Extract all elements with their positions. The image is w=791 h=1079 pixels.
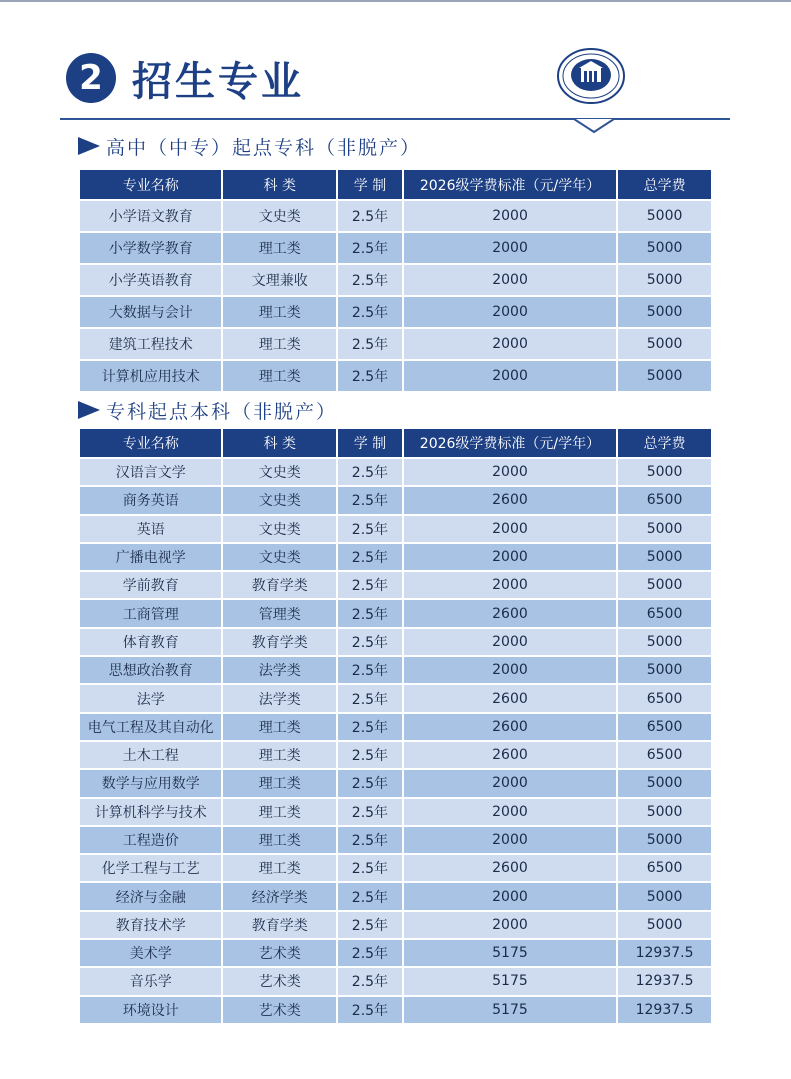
table-row	[80, 600, 711, 626]
table-row	[80, 572, 711, 598]
section1-heading	[78, 133, 421, 159]
table-row	[80, 297, 711, 327]
category-cell: 理工类	[223, 742, 336, 768]
duration-cell: 2.5年	[338, 265, 402, 295]
column-header: 科 类	[223, 429, 336, 457]
annual-fee-cell: 2000	[404, 827, 616, 853]
major-name-cell: 商务英语	[80, 487, 221, 513]
annual-fee-cell: 2600	[404, 685, 616, 711]
duration-cell: 2.5年	[338, 883, 402, 909]
category-cell: 艺术类	[223, 997, 336, 1023]
column-header: 总学费	[618, 429, 711, 457]
column-header: 学 制	[338, 170, 402, 199]
annual-fee-cell: 2000	[404, 912, 616, 938]
major-name-cell: 建筑工程技术	[80, 329, 221, 359]
category-cell: 理工类	[223, 233, 336, 263]
table-row	[80, 233, 711, 263]
annual-fee-cell: 2600	[404, 714, 616, 740]
table-row	[80, 799, 711, 825]
annual-fee-cell: 2000	[404, 233, 616, 263]
table-row	[80, 997, 711, 1023]
major-name-cell: 计算机应用技术	[80, 361, 221, 391]
category-cell: 文史类	[223, 201, 336, 231]
university-seal-logo	[556, 48, 626, 104]
total-fee-cell: 6500	[618, 714, 711, 740]
major-name-cell: 教育技术学	[80, 912, 221, 938]
table-row	[80, 487, 711, 513]
table-row	[80, 685, 711, 711]
annual-fee-cell: 2000	[404, 883, 616, 909]
duration-cell: 2.5年	[338, 855, 402, 881]
column-header: 2026级学费标准（元/学年）	[404, 170, 616, 199]
annual-fee-cell: 5175	[404, 997, 616, 1023]
duration-cell: 2.5年	[338, 487, 402, 513]
major-name-cell: 美术学	[80, 940, 221, 966]
duration-cell: 2.5年	[338, 516, 402, 542]
major-name-cell: 体育教育	[80, 629, 221, 655]
annual-fee-cell: 2000	[404, 459, 616, 485]
major-name-cell: 小学数学教育	[80, 233, 221, 263]
category-cell: 理工类	[223, 329, 336, 359]
section2-heading	[78, 397, 337, 423]
duration-cell: 2.5年	[338, 912, 402, 938]
annual-fee-cell: 2600	[404, 600, 616, 626]
duration-cell: 2.5年	[338, 770, 402, 796]
duration-cell: 2.5年	[338, 997, 402, 1023]
annual-fee-cell: 2000	[404, 657, 616, 683]
duration-cell: 2.5年	[338, 297, 402, 327]
major-name-cell: 音乐学	[80, 968, 221, 994]
category-cell: 教育学类	[223, 912, 336, 938]
total-fee-cell: 5000	[618, 361, 711, 391]
annual-fee-cell: 2000	[404, 361, 616, 391]
category-cell: 教育学类	[223, 572, 336, 598]
duration-cell: 2.5年	[338, 968, 402, 994]
category-cell: 教育学类	[223, 629, 336, 655]
annual-fee-cell: 5175	[404, 940, 616, 966]
major-name-cell: 电气工程及其自动化	[80, 714, 221, 740]
category-cell: 文史类	[223, 459, 336, 485]
annual-fee-cell: 2000	[404, 265, 616, 295]
annual-fee-cell: 2000	[404, 629, 616, 655]
total-fee-cell: 12937.5	[618, 940, 711, 966]
category-cell: 艺术类	[223, 968, 336, 994]
section-number-badge: 2	[66, 53, 116, 103]
category-cell: 法学类	[223, 657, 336, 683]
section1-title: 高中（中专）起点专科（非脱产）	[106, 136, 422, 159]
major-name-cell: 环境设计	[80, 997, 221, 1023]
major-name-cell: 广播电视学	[80, 544, 221, 570]
table-row	[80, 629, 711, 655]
major-name-cell: 工商管理	[80, 600, 221, 626]
table-row	[80, 657, 711, 683]
major-name-cell: 小学英语教育	[80, 265, 221, 295]
column-header: 专业名称	[80, 429, 221, 457]
section2-title: 专科起点本科（非脱产）	[106, 400, 338, 423]
total-fee-cell: 5000	[618, 329, 711, 359]
major-name-cell: 工程造价	[80, 827, 221, 853]
header-divider	[60, 118, 730, 120]
total-fee-cell: 5000	[618, 265, 711, 295]
category-cell: 管理类	[223, 600, 336, 626]
total-fee-cell: 5000	[618, 297, 711, 327]
major-name-cell: 数学与应用数学	[80, 770, 221, 796]
duration-cell: 2.5年	[338, 459, 402, 485]
total-fee-cell: 5000	[618, 770, 711, 796]
table-row	[80, 827, 711, 853]
major-name-cell: 思想政治教育	[80, 657, 221, 683]
table-row	[80, 968, 711, 994]
triangle-bullet-icon	[78, 401, 100, 419]
table-row	[80, 516, 711, 542]
total-fee-cell: 5000	[618, 233, 711, 263]
column-header: 学 制	[338, 429, 402, 457]
total-fee-cell: 6500	[618, 600, 711, 626]
major-name-cell: 学前教育	[80, 572, 221, 598]
total-fee-cell: 5000	[618, 827, 711, 853]
duration-cell: 2.5年	[338, 657, 402, 683]
table-row	[80, 940, 711, 966]
total-fee-cell: 5000	[618, 572, 711, 598]
table-row	[80, 912, 711, 938]
annual-fee-cell: 5175	[404, 968, 616, 994]
total-fee-cell: 6500	[618, 487, 711, 513]
table-row	[80, 459, 711, 485]
annual-fee-cell: 2000	[404, 329, 616, 359]
category-cell: 文史类	[223, 544, 336, 570]
major-name-cell: 大数据与会计	[80, 297, 221, 327]
table-header-row	[80, 170, 711, 199]
annual-fee-cell: 2600	[404, 487, 616, 513]
table-row	[80, 770, 711, 796]
page-title: 招生专业	[132, 58, 304, 105]
total-fee-cell: 5000	[618, 516, 711, 542]
table-row	[80, 265, 711, 295]
duration-cell: 2.5年	[338, 600, 402, 626]
table-row	[80, 361, 711, 391]
total-fee-cell: 12937.5	[618, 997, 711, 1023]
major-name-cell: 法学	[80, 685, 221, 711]
duration-cell: 2.5年	[338, 827, 402, 853]
annual-fee-cell: 2000	[404, 544, 616, 570]
annual-fee-cell: 2000	[404, 770, 616, 796]
total-fee-cell: 5000	[618, 544, 711, 570]
duration-cell: 2.5年	[338, 572, 402, 598]
table-row	[80, 329, 711, 359]
total-fee-cell: 6500	[618, 855, 711, 881]
section2-fee-table	[78, 427, 713, 1025]
table-row	[80, 201, 711, 231]
category-cell: 经济学类	[223, 883, 336, 909]
category-cell: 理工类	[223, 714, 336, 740]
annual-fee-cell: 2000	[404, 572, 616, 598]
category-cell: 文史类	[223, 516, 336, 542]
major-name-cell: 英语	[80, 516, 221, 542]
duration-cell: 2.5年	[338, 233, 402, 263]
major-name-cell: 计算机科学与技术	[80, 799, 221, 825]
major-name-cell: 土木工程	[80, 742, 221, 768]
annual-fee-cell: 2000	[404, 201, 616, 231]
total-fee-cell: 6500	[618, 742, 711, 768]
table-row	[80, 883, 711, 909]
table-row	[80, 544, 711, 570]
table-row	[80, 855, 711, 881]
annual-fee-cell: 2000	[404, 799, 616, 825]
total-fee-cell: 6500	[618, 685, 711, 711]
total-fee-cell: 5000	[618, 799, 711, 825]
column-header: 专业名称	[80, 170, 221, 199]
top-rule	[0, 0, 791, 2]
category-cell: 艺术类	[223, 940, 336, 966]
major-name-cell: 汉语言文学	[80, 459, 221, 485]
duration-cell: 2.5年	[338, 714, 402, 740]
total-fee-cell: 5000	[618, 883, 711, 909]
category-cell: 文史类	[223, 487, 336, 513]
category-cell: 理工类	[223, 770, 336, 796]
category-cell: 理工类	[223, 799, 336, 825]
triangle-bullet-icon	[78, 137, 100, 155]
duration-cell: 2.5年	[338, 940, 402, 966]
divider-notch	[574, 118, 614, 134]
total-fee-cell: 5000	[618, 201, 711, 231]
duration-cell: 2.5年	[338, 629, 402, 655]
annual-fee-cell: 2600	[404, 855, 616, 881]
duration-cell: 2.5年	[338, 685, 402, 711]
page-header	[66, 50, 304, 106]
total-fee-cell: 12937.5	[618, 968, 711, 994]
major-name-cell: 经济与金融	[80, 883, 221, 909]
duration-cell: 2.5年	[338, 361, 402, 391]
column-header: 总学费	[618, 170, 711, 199]
duration-cell: 2.5年	[338, 799, 402, 825]
table-row	[80, 742, 711, 768]
total-fee-cell: 5000	[618, 912, 711, 938]
section1-fee-table	[78, 168, 713, 393]
column-header: 2026级学费标准（元/学年）	[404, 429, 616, 457]
total-fee-cell: 5000	[618, 657, 711, 683]
column-header: 科 类	[223, 170, 336, 199]
category-cell: 理工类	[223, 361, 336, 391]
table-row	[80, 714, 711, 740]
category-cell: 法学类	[223, 685, 336, 711]
total-fee-cell: 5000	[618, 629, 711, 655]
duration-cell: 2.5年	[338, 329, 402, 359]
duration-cell: 2.5年	[338, 544, 402, 570]
total-fee-cell: 5000	[618, 459, 711, 485]
annual-fee-cell: 2000	[404, 516, 616, 542]
duration-cell: 2.5年	[338, 742, 402, 768]
category-cell: 文理兼收	[223, 265, 336, 295]
duration-cell: 2.5年	[338, 201, 402, 231]
major-name-cell: 化学工程与工艺	[80, 855, 221, 881]
category-cell: 理工类	[223, 855, 336, 881]
category-cell: 理工类	[223, 297, 336, 327]
annual-fee-cell: 2000	[404, 297, 616, 327]
major-name-cell: 小学语文教育	[80, 201, 221, 231]
table-header-row	[80, 429, 711, 457]
category-cell: 理工类	[223, 827, 336, 853]
annual-fee-cell: 2600	[404, 742, 616, 768]
